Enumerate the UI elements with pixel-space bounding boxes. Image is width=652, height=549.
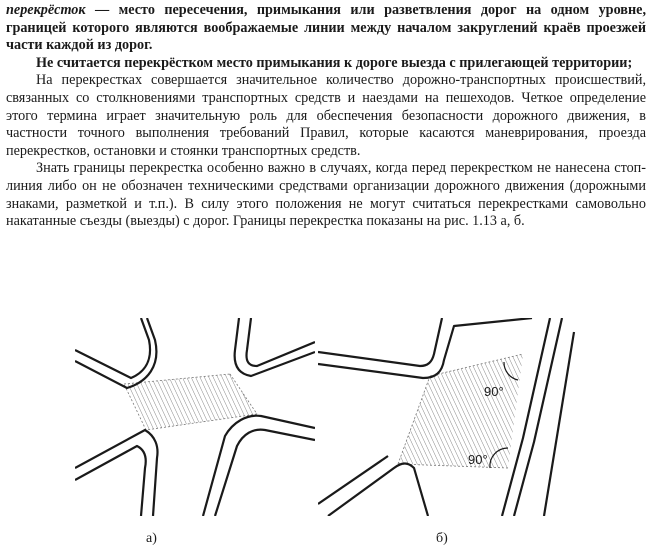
text-body [6, 2, 646, 231]
intersection-area-b [398, 354, 523, 468]
paragraph-2: Знать границы перекрестка особенно важно в случаях, когда перед перекрестком не нанесена стоп-линия либо он не обозначен техническими средствами организации дорожного движения (дорожными знаками, разметкой и т.п.). В силу этого положения не могут считаться перекрестками самовольно накатанные съезды (выезды) с дорог. Границы перекрестка показаны на рис. 1.13 а, б. [6, 160, 646, 230]
definition-text: — место пересечения, примыкания или разветвления дорог на одном уровне, границей которого являются воображаемые линии между началом закруглений краёв проезжей части каждой из дорог. [6, 2, 646, 54]
caption-b: б) [436, 531, 448, 546]
curb-top-left [75, 318, 150, 378]
angle-label-top: 90° [484, 384, 504, 399]
paragraph-1: На перекрестках совершается значительное количество дорожно-транспортных происшествий, связанных со столкновениями транспортных средств и наездами на пешеходов. Четкое определение этого термина играет значительную роль для обеспечения безопасности дорожного движения, в частности точного выполнения требований Правил, которые касаются маневрирования, проезда перекрестков, остановки и стоянки транспортных средств. [6, 72, 646, 159]
figure-a-crossroad [75, 318, 315, 516]
caption-a: а) [146, 531, 157, 546]
angle-label-bottom: 90° [468, 452, 488, 467]
definition-paragraph [6, 2, 646, 55]
definition-term: перекрёсток [6, 2, 86, 18]
curb-b-bottom [328, 464, 428, 517]
figure-b-junction [318, 318, 580, 516]
exception-paragraph: Не считается перекрёстком место примыкания к дороге выезда с прилегающей территории; [36, 54, 633, 71]
